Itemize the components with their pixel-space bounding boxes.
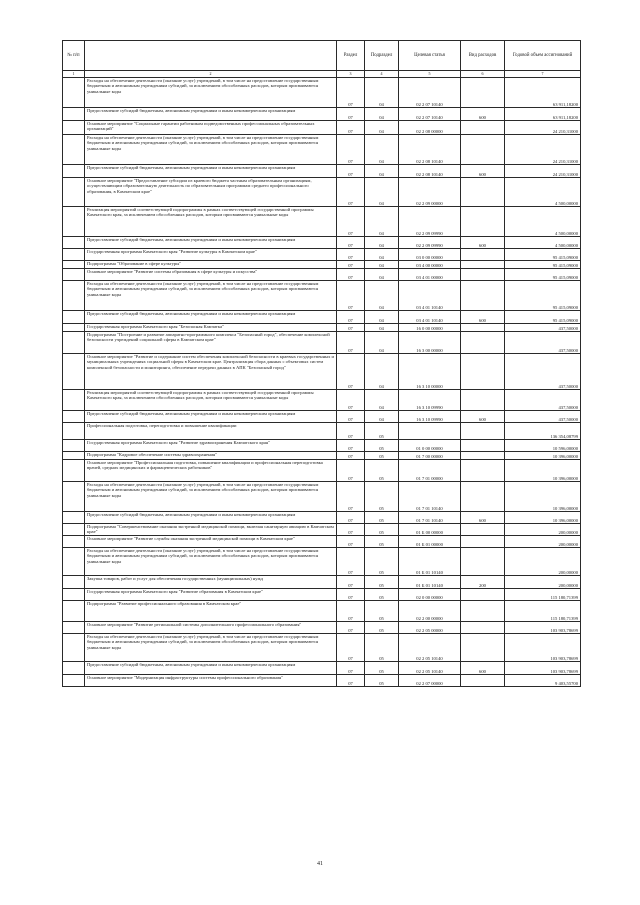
header-razdel: Раздел (337, 41, 365, 71)
col-number: 1 (63, 71, 85, 78)
row-razdel-cell: 07 (337, 536, 365, 548)
row-podrazdel-cell: 04 (365, 78, 399, 108)
table-row (63, 78, 581, 108)
row-razdel-cell: 07 (337, 460, 365, 482)
row-podrazdel-cell: 05 (365, 622, 399, 634)
row-num-cell (63, 601, 85, 622)
page-number: 41 (317, 861, 323, 867)
row-name-cell: Реализация мероприятий соответствующей подпрограммы в рамках соответствующей государственной программы Камчатского края, за исключением обособленных расходов, которым присваиваются уникальные коды (85, 207, 337, 237)
row-podrazdel-cell: 05 (365, 601, 399, 622)
row-csr-cell: 01 0 00 00000 (399, 440, 461, 452)
row-name-cell: Предоставление субсидий бюджетным, автономным учреждениям и иным некоммерческим организациям (85, 512, 337, 524)
table-row (63, 460, 581, 482)
row-csr-cell: 02 2 09 09990 (399, 207, 461, 237)
row-sum-cell: 10 396,00000 (505, 512, 581, 524)
row-sum-cell: 95 415,09000 (505, 249, 581, 261)
row-razdel-cell: 07 (337, 622, 365, 634)
row-csr-cell: 02 2 05 10140 (399, 634, 461, 662)
row-razdel-cell: 07 (337, 390, 365, 411)
row-razdel-cell: 07 (337, 423, 365, 440)
table-row (63, 512, 581, 524)
row-csr-cell: 02 2 08 10140 (399, 135, 461, 165)
row-sum-cell: 95 415,09000 (505, 311, 581, 324)
budget-table-sheet (62, 40, 580, 687)
row-razdel-cell: 07 (337, 269, 365, 281)
row-sum-cell: 437,50000 (505, 324, 581, 332)
row-podrazdel-cell: 04 (365, 237, 399, 249)
row-num-cell (63, 324, 85, 332)
row-name-cell: Основное мероприятие "Социальные гарантии работникам подведомственных профессиональных образовательных организаций" (85, 121, 337, 135)
row-sum-cell: 4 500,00000 (505, 207, 581, 237)
row-csr-cell: 02 2 08 00000 (399, 121, 461, 135)
row-sum-cell: 10 596,00000 (505, 440, 581, 452)
row-razdel-cell: 07 (337, 108, 365, 121)
row-razdel-cell: 07 (337, 165, 365, 178)
row-csr-cell: 02 2 05 10140 (399, 662, 461, 675)
row-razdel-cell: 07 (337, 452, 365, 460)
row-sum-cell: 200,00000 (505, 548, 581, 576)
row-vr-cell: 600 (461, 411, 505, 423)
row-sum-cell: 4 500,00000 (505, 237, 581, 249)
col-number: 7 (505, 71, 581, 78)
row-podrazdel-cell: 04 (365, 249, 399, 261)
row-vr-cell: 600 (461, 165, 505, 178)
row-podrazdel-cell: 04 (365, 108, 399, 121)
row-podrazdel-cell: 04 (365, 354, 399, 390)
row-num-cell (63, 675, 85, 687)
row-vr-cell (461, 121, 505, 135)
row-razdel-cell: 07 (337, 512, 365, 524)
row-razdel-cell: 07 (337, 311, 365, 324)
table-row (63, 662, 581, 675)
row-csr-cell: 16 3 10 09990 (399, 390, 461, 411)
row-num-cell (63, 78, 85, 108)
row-csr-cell: 01 7 01 00000 (399, 460, 461, 482)
row-csr-cell: 02 2 09 09990 (399, 237, 461, 249)
row-num-cell (63, 354, 85, 390)
row-csr-cell: 01 7 01 10140 (399, 512, 461, 524)
table-row (63, 548, 581, 576)
row-num-cell (63, 108, 85, 121)
row-vr-cell (461, 589, 505, 601)
row-name-cell: Закупка товаров, работ и услуг для обеспечения государственных (муниципальных) нужд (85, 576, 337, 589)
row-razdel-cell: 07 (337, 482, 365, 512)
row-sum-cell: 10 396,00000 (505, 452, 581, 460)
row-num-cell (63, 332, 85, 354)
row-podrazdel-cell: 04 (365, 269, 399, 281)
header-vr: Вид расходов (461, 41, 505, 71)
row-sum-cell: 103 903,78699 (505, 662, 581, 675)
row-csr-cell: 01 Б 01 10140 (399, 576, 461, 589)
row-num-cell (63, 135, 85, 165)
row-podrazdel-cell: 05 (365, 512, 399, 524)
row-name-cell: Предоставление субсидий бюджетным, автономным учреждениям и иным некоммерческим организациям (85, 108, 337, 121)
table-row (63, 354, 581, 390)
column-number-row (63, 71, 581, 78)
row-name-cell: Основное мероприятие "Развитие системы образования в сфере культуры и искусства" (85, 269, 337, 281)
row-sum-cell: 24 210,31000 (505, 165, 581, 178)
row-podrazdel-cell: 05 (365, 524, 399, 536)
row-razdel-cell: 07 (337, 178, 365, 207)
row-vr-cell (461, 261, 505, 269)
row-num-cell (63, 452, 85, 460)
budget-table (62, 40, 581, 687)
row-sum-cell: 9 403,55700 (505, 675, 581, 687)
row-num-cell (63, 634, 85, 662)
row-vr-cell (461, 78, 505, 108)
row-podrazdel-cell: 05 (365, 536, 399, 548)
row-podrazdel-cell: 04 (365, 411, 399, 423)
row-vr-cell (461, 460, 505, 482)
row-name-cell: Основное мероприятие "Развитие региональной системы дополнительного профессионального образования" (85, 622, 337, 634)
row-csr-cell: 16 0 00 00000 (399, 324, 461, 332)
row-num-cell (63, 662, 85, 675)
row-sum-cell: 103 903,78699 (505, 634, 581, 662)
row-sum-cell: 95 415,09000 (505, 261, 581, 269)
row-name-cell: Предоставление субсидий бюджетным, автономным учреждениям и иным некоммерческим организациям (85, 411, 337, 423)
row-razdel-cell: 07 (337, 548, 365, 576)
row-csr-cell: 16 3 10 00000 (399, 354, 461, 390)
row-razdel-cell: 07 (337, 249, 365, 261)
row-podrazdel-cell: 05 (365, 548, 399, 576)
row-sum-cell: 63 911,18200 (505, 108, 581, 121)
row-name-cell: Государственная программа Камчатского края "Безопасная Камчатка" (85, 324, 337, 332)
row-name-cell: Предоставление субсидий бюджетным, автономным учреждениям и иным некоммерческим организациям (85, 165, 337, 178)
row-podrazdel-cell: 04 (365, 311, 399, 324)
row-podrazdel-cell: 04 (365, 165, 399, 178)
row-num-cell (63, 589, 85, 601)
row-num-cell (63, 121, 85, 135)
table-row (63, 536, 581, 548)
table-row (63, 311, 581, 324)
row-sum-cell: 10 396,00000 (505, 482, 581, 512)
row-name-cell: Основное мероприятие "Предоставление субсидии из краевого бюджета частным образовательным организациям, осуществляющим образовательную деятельность по образовательным программам среднего профессионального образования, в Камчатском крае" (85, 178, 337, 207)
row-podrazdel-cell: 05 (365, 440, 399, 452)
row-vr-cell: 600 (461, 237, 505, 249)
row-name-cell: Подпрограмма "Кадровое обеспечение системы здравоохранения" (85, 452, 337, 460)
row-sum-cell: 4 500,00000 (505, 178, 581, 207)
row-vr-cell (461, 332, 505, 354)
row-razdel-cell: 07 (337, 601, 365, 622)
row-razdel-cell: 07 (337, 354, 365, 390)
table-row (63, 576, 581, 589)
row-razdel-cell: 07 (337, 332, 365, 354)
table-row (63, 178, 581, 207)
col-number: 4 (365, 71, 399, 78)
row-vr-cell (461, 548, 505, 576)
row-csr-cell: 02 2 09 00000 (399, 178, 461, 207)
row-name-cell: Реализация мероприятий соответствующей подпрограммы в рамках соответствующей государственной программы Камчатского края, за исключением обособленных расходов, которым присваиваются уникальные коды (85, 390, 337, 411)
row-name-cell: Расходы на обеспечение деятельности (оказание услуг) учреждений, в том числе на предоставление государственным бюджетным и автономным учреждениям субсидий, за исключением обособленных расходов, которым присваиваются уникальные коды (85, 482, 337, 512)
header-podrazdel: Подраздел (365, 41, 399, 71)
row-vr-cell (461, 390, 505, 411)
header-row (63, 41, 581, 71)
row-name-cell: Основное мероприятие "Профессиональная подготовка, повышение квалификации и профессиональная переподготовка врачей, средних медицинских и фармацевтических работников" (85, 460, 337, 482)
row-num-cell (63, 482, 85, 512)
row-razdel-cell: 07 (337, 135, 365, 165)
row-podrazdel-cell: 04 (365, 121, 399, 135)
row-razdel-cell: 07 (337, 121, 365, 135)
row-name-cell: Расходы на обеспечение деятельности (оказание услуг) учреждений, в том числе на предоставление государственным бюджетным и автономным учреждениям субсидий, за исключением обособленных расходов, которым присваиваются уникальные коды (85, 135, 337, 165)
row-name-cell: Предоставление субсидий бюджетным, автономным учреждениям и иным некоммерческим организациям (85, 237, 337, 249)
row-csr-cell: 03 0 00 00000 (399, 249, 461, 261)
row-num-cell (63, 536, 85, 548)
row-csr-cell (399, 423, 461, 440)
row-podrazdel-cell: 05 (365, 662, 399, 675)
row-num-cell (63, 311, 85, 324)
table-row (63, 524, 581, 536)
col-number: 6 (461, 71, 505, 78)
row-name-cell: Предоставление субсидий бюджетным, автономным учреждениям и иным некоммерческим организациям (85, 662, 337, 675)
row-podrazdel-cell: 04 (365, 135, 399, 165)
row-vr-cell (461, 135, 505, 165)
row-sum-cell: 10 396,00000 (505, 460, 581, 482)
row-podrazdel-cell: 05 (365, 634, 399, 662)
table-row (63, 482, 581, 512)
row-name-cell: Государственная программа Камчатского края "Развитие культуры в Камчатском крае" (85, 249, 337, 261)
col-number: 2 (85, 71, 337, 78)
row-csr-cell: 03 4 01 00000 (399, 269, 461, 281)
row-vr-cell (461, 452, 505, 460)
row-vr-cell (461, 249, 505, 261)
row-razdel-cell: 07 (337, 281, 365, 311)
row-sum-cell: 437,50000 (505, 354, 581, 390)
row-num-cell (63, 524, 85, 536)
row-vr-cell (461, 524, 505, 536)
row-csr-cell: 02 2 07 10140 (399, 108, 461, 121)
table-row (63, 207, 581, 237)
row-csr-cell: 02 2 07 10140 (399, 78, 461, 108)
row-name-cell: Подпрограмма "Построение и развитие аппаратно-программного комплекса "Безопасный город", обеспечение комплексной безопасности учреждений социальной сферы в Камчатском крае" (85, 332, 337, 354)
table-row (63, 261, 581, 269)
row-name-cell: Государственная программа Камчатского края "Развитие образования в Камчатском крае" (85, 589, 337, 601)
row-podrazdel-cell: 05 (365, 423, 399, 440)
row-sum-cell: 200,00000 (505, 536, 581, 548)
row-num-cell (63, 390, 85, 411)
table-row (63, 237, 581, 249)
row-podrazdel-cell: 04 (365, 207, 399, 237)
row-sum-cell: 103 903,78699 (505, 622, 581, 634)
col-number: 3 (337, 71, 365, 78)
row-podrazdel-cell: 04 (365, 281, 399, 311)
row-vr-cell (461, 601, 505, 622)
table-body (63, 78, 581, 687)
row-razdel-cell: 07 (337, 261, 365, 269)
header-csr: Целевая статья (399, 41, 461, 71)
row-num-cell (63, 512, 85, 524)
row-sum-cell: 200,00000 (505, 576, 581, 589)
table-row (63, 452, 581, 460)
row-podrazdel-cell: 05 (365, 460, 399, 482)
row-razdel-cell: 07 (337, 589, 365, 601)
header-num: № п/п (63, 41, 85, 71)
table-row (63, 411, 581, 423)
row-razdel-cell: 07 (337, 440, 365, 452)
row-num-cell (63, 411, 85, 423)
row-num-cell (63, 576, 85, 589)
row-vr-cell (461, 423, 505, 440)
row-csr-cell: 02 0 00 00000 (399, 589, 461, 601)
row-name-cell: Государственная программа Камчатского края "Развитие здравоохранения Камчатского края" (85, 440, 337, 452)
row-sum-cell: 437,50000 (505, 411, 581, 423)
row-sum-cell: 95 415,09000 (505, 269, 581, 281)
row-num-cell (63, 423, 85, 440)
row-podrazdel-cell: 05 (365, 452, 399, 460)
row-vr-cell: 600 (461, 662, 505, 675)
row-csr-cell: 01 Б 00 00000 (399, 524, 461, 536)
row-num-cell (63, 207, 85, 237)
table-row (63, 440, 581, 452)
row-num-cell (63, 165, 85, 178)
row-razdel-cell: 07 (337, 524, 365, 536)
row-vr-cell: 200 (461, 576, 505, 589)
row-podrazdel-cell: 05 (365, 589, 399, 601)
table-row (63, 675, 581, 687)
row-sum-cell: 95 415,09000 (505, 281, 581, 311)
row-vr-cell (461, 634, 505, 662)
row-num-cell (63, 440, 85, 452)
table-row (63, 269, 581, 281)
row-podrazdel-cell: 04 (365, 261, 399, 269)
row-sum-cell: 437,50000 (505, 332, 581, 354)
row-csr-cell: 01 7 00 00000 (399, 452, 461, 460)
row-sum-cell: 437,50000 (505, 390, 581, 411)
row-razdel-cell: 07 (337, 237, 365, 249)
row-vr-cell (461, 269, 505, 281)
row-podrazdel-cell: 05 (365, 482, 399, 512)
table-row (63, 390, 581, 411)
row-csr-cell: 02 2 05 00000 (399, 622, 461, 634)
row-sum-cell: 115 180,71399 (505, 589, 581, 601)
row-razdel-cell: 07 (337, 207, 365, 237)
row-podrazdel-cell: 05 (365, 576, 399, 589)
header-name (85, 41, 337, 71)
row-name-cell: Расходы на обеспечение деятельности (оказание услуг) учреждений, в том числе на предоставление государственным бюджетным и автономным учреждениям субсидий, за исключением обособленных расходов, которым присваиваются уникальные коды (85, 281, 337, 311)
table-row (63, 324, 581, 332)
table-row (63, 121, 581, 135)
row-podrazdel-cell: 04 (365, 390, 399, 411)
row-razdel-cell: 07 (337, 78, 365, 108)
row-csr-cell: 01 7 01 10140 (399, 482, 461, 512)
table-row (63, 423, 581, 440)
row-vr-cell (461, 207, 505, 237)
row-csr-cell: 02 2 00 00000 (399, 601, 461, 622)
row-sum-cell: 24 210,31000 (505, 135, 581, 165)
row-name-cell: Расходы на обеспечение деятельности (оказание услуг) учреждений, в том числе на предоставление государственным бюджетным и автономным учреждениям субсидий, за исключением обособленных расходов, которым присваиваются уникальные коды (85, 78, 337, 108)
row-num-cell (63, 178, 85, 207)
row-podrazdel-cell: 05 (365, 675, 399, 687)
row-razdel-cell: 07 (337, 675, 365, 687)
table-row (63, 622, 581, 634)
row-vr-cell (461, 482, 505, 512)
row-razdel-cell: 07 (337, 411, 365, 423)
row-razdel-cell: 07 (337, 324, 365, 332)
row-vr-cell (461, 178, 505, 207)
row-name-cell: Подпрограмма "Развитие профессионального образования в Камчатском крае" (85, 601, 337, 622)
header-sum: Годовой объем ассигнований (505, 41, 581, 71)
row-num-cell (63, 548, 85, 576)
row-podrazdel-cell: 04 (365, 324, 399, 332)
row-csr-cell: 02 2 07 00000 (399, 675, 461, 687)
row-num-cell (63, 622, 85, 634)
row-name-cell: Основное мероприятие "Модернизация инфраструктуры системы профессионального образования" (85, 675, 337, 687)
row-sum-cell: 200,00000 (505, 524, 581, 536)
row-sum-cell: 24 210,31000 (505, 121, 581, 135)
table-row (63, 281, 581, 311)
row-csr-cell: 16 3 00 00000 (399, 332, 461, 354)
row-vr-cell: 600 (461, 512, 505, 524)
row-razdel-cell: 07 (337, 634, 365, 662)
row-sum-cell: 136 354,08799 (505, 423, 581, 440)
table-row (63, 589, 581, 601)
row-razdel-cell: 07 (337, 576, 365, 589)
row-num-cell (63, 269, 85, 281)
col-number: 5 (399, 71, 461, 78)
row-name-cell: Расходы на обеспечение деятельности (оказание услуг) учреждений, в том числе на предоставление государственным бюджетным и автономным учреждениям субсидий, за исключением обособленных расходов, которым присваиваются уникальные коды (85, 548, 337, 576)
row-csr-cell: 03 4 00 00000 (399, 261, 461, 269)
row-name-cell: Подпрограмма "Образование в сфере культуры" (85, 261, 337, 269)
row-vr-cell (461, 354, 505, 390)
table-row (63, 601, 581, 622)
row-num-cell (63, 237, 85, 249)
row-csr-cell: 01 Б 01 00000 (399, 536, 461, 548)
table-row (63, 165, 581, 178)
row-name-cell: Основное мероприятие "Развитие службы оказания экстренной медицинской помощи в Камчатском крае" (85, 536, 337, 548)
row-razdel-cell: 07 (337, 662, 365, 675)
table-row (63, 332, 581, 354)
row-num-cell (63, 249, 85, 261)
row-vr-cell: 600 (461, 108, 505, 121)
row-sum-cell: 115 180,71399 (505, 601, 581, 622)
row-name-cell: Подпрограмма "Совершенствование оказания экстренной медицинской помощи, включая санитарную авиацию в Камчатском крае" (85, 524, 337, 536)
row-vr-cell (461, 536, 505, 548)
table-row (63, 249, 581, 261)
row-podrazdel-cell: 04 (365, 178, 399, 207)
row-vr-cell (461, 440, 505, 452)
row-podrazdel-cell: 04 (365, 332, 399, 354)
row-csr-cell: 03 4 01 10140 (399, 311, 461, 324)
row-name-cell: Профессиональная подготовка, переподготовка и повышение квалификации (85, 423, 337, 440)
row-name-cell: Основное мероприятие "Развитие и содержание систем обеспечения комплексной безопасности в краевых государственных и муниципальных учреждениях социальной сферы в Камчатском крае. Централизация сбора данных с объектовых систем комплексной безопасности и мониторинга, обеспечение передачи данных в АПК "Безопасный город" (85, 354, 337, 390)
row-vr-cell (461, 324, 505, 332)
row-csr-cell: 03 4 01 10140 (399, 281, 461, 311)
row-csr-cell: 16 3 10 09990 (399, 411, 461, 423)
row-num-cell (63, 281, 85, 311)
row-csr-cell: 01 Б 01 10140 (399, 548, 461, 576)
row-num-cell (63, 460, 85, 482)
row-sum-cell: 63 911,18200 (505, 78, 581, 108)
row-vr-cell: 600 (461, 311, 505, 324)
row-name-cell: Предоставление субсидий бюджетным, автономным учреждениям и иным некоммерческим организациям (85, 311, 337, 324)
row-num-cell (63, 261, 85, 269)
row-vr-cell (461, 622, 505, 634)
row-vr-cell (461, 675, 505, 687)
table-row (63, 108, 581, 121)
row-name-cell: Расходы на обеспечение деятельности (оказание услуг) учреждений, в том числе на предоставление государственным бюджетным и автономным учреждениям субсидий, за исключением обособленных расходов, которым присваиваются уникальные коды (85, 634, 337, 662)
table-row (63, 634, 581, 662)
row-vr-cell (461, 281, 505, 311)
table-row (63, 135, 581, 165)
row-csr-cell: 02 2 08 10140 (399, 165, 461, 178)
